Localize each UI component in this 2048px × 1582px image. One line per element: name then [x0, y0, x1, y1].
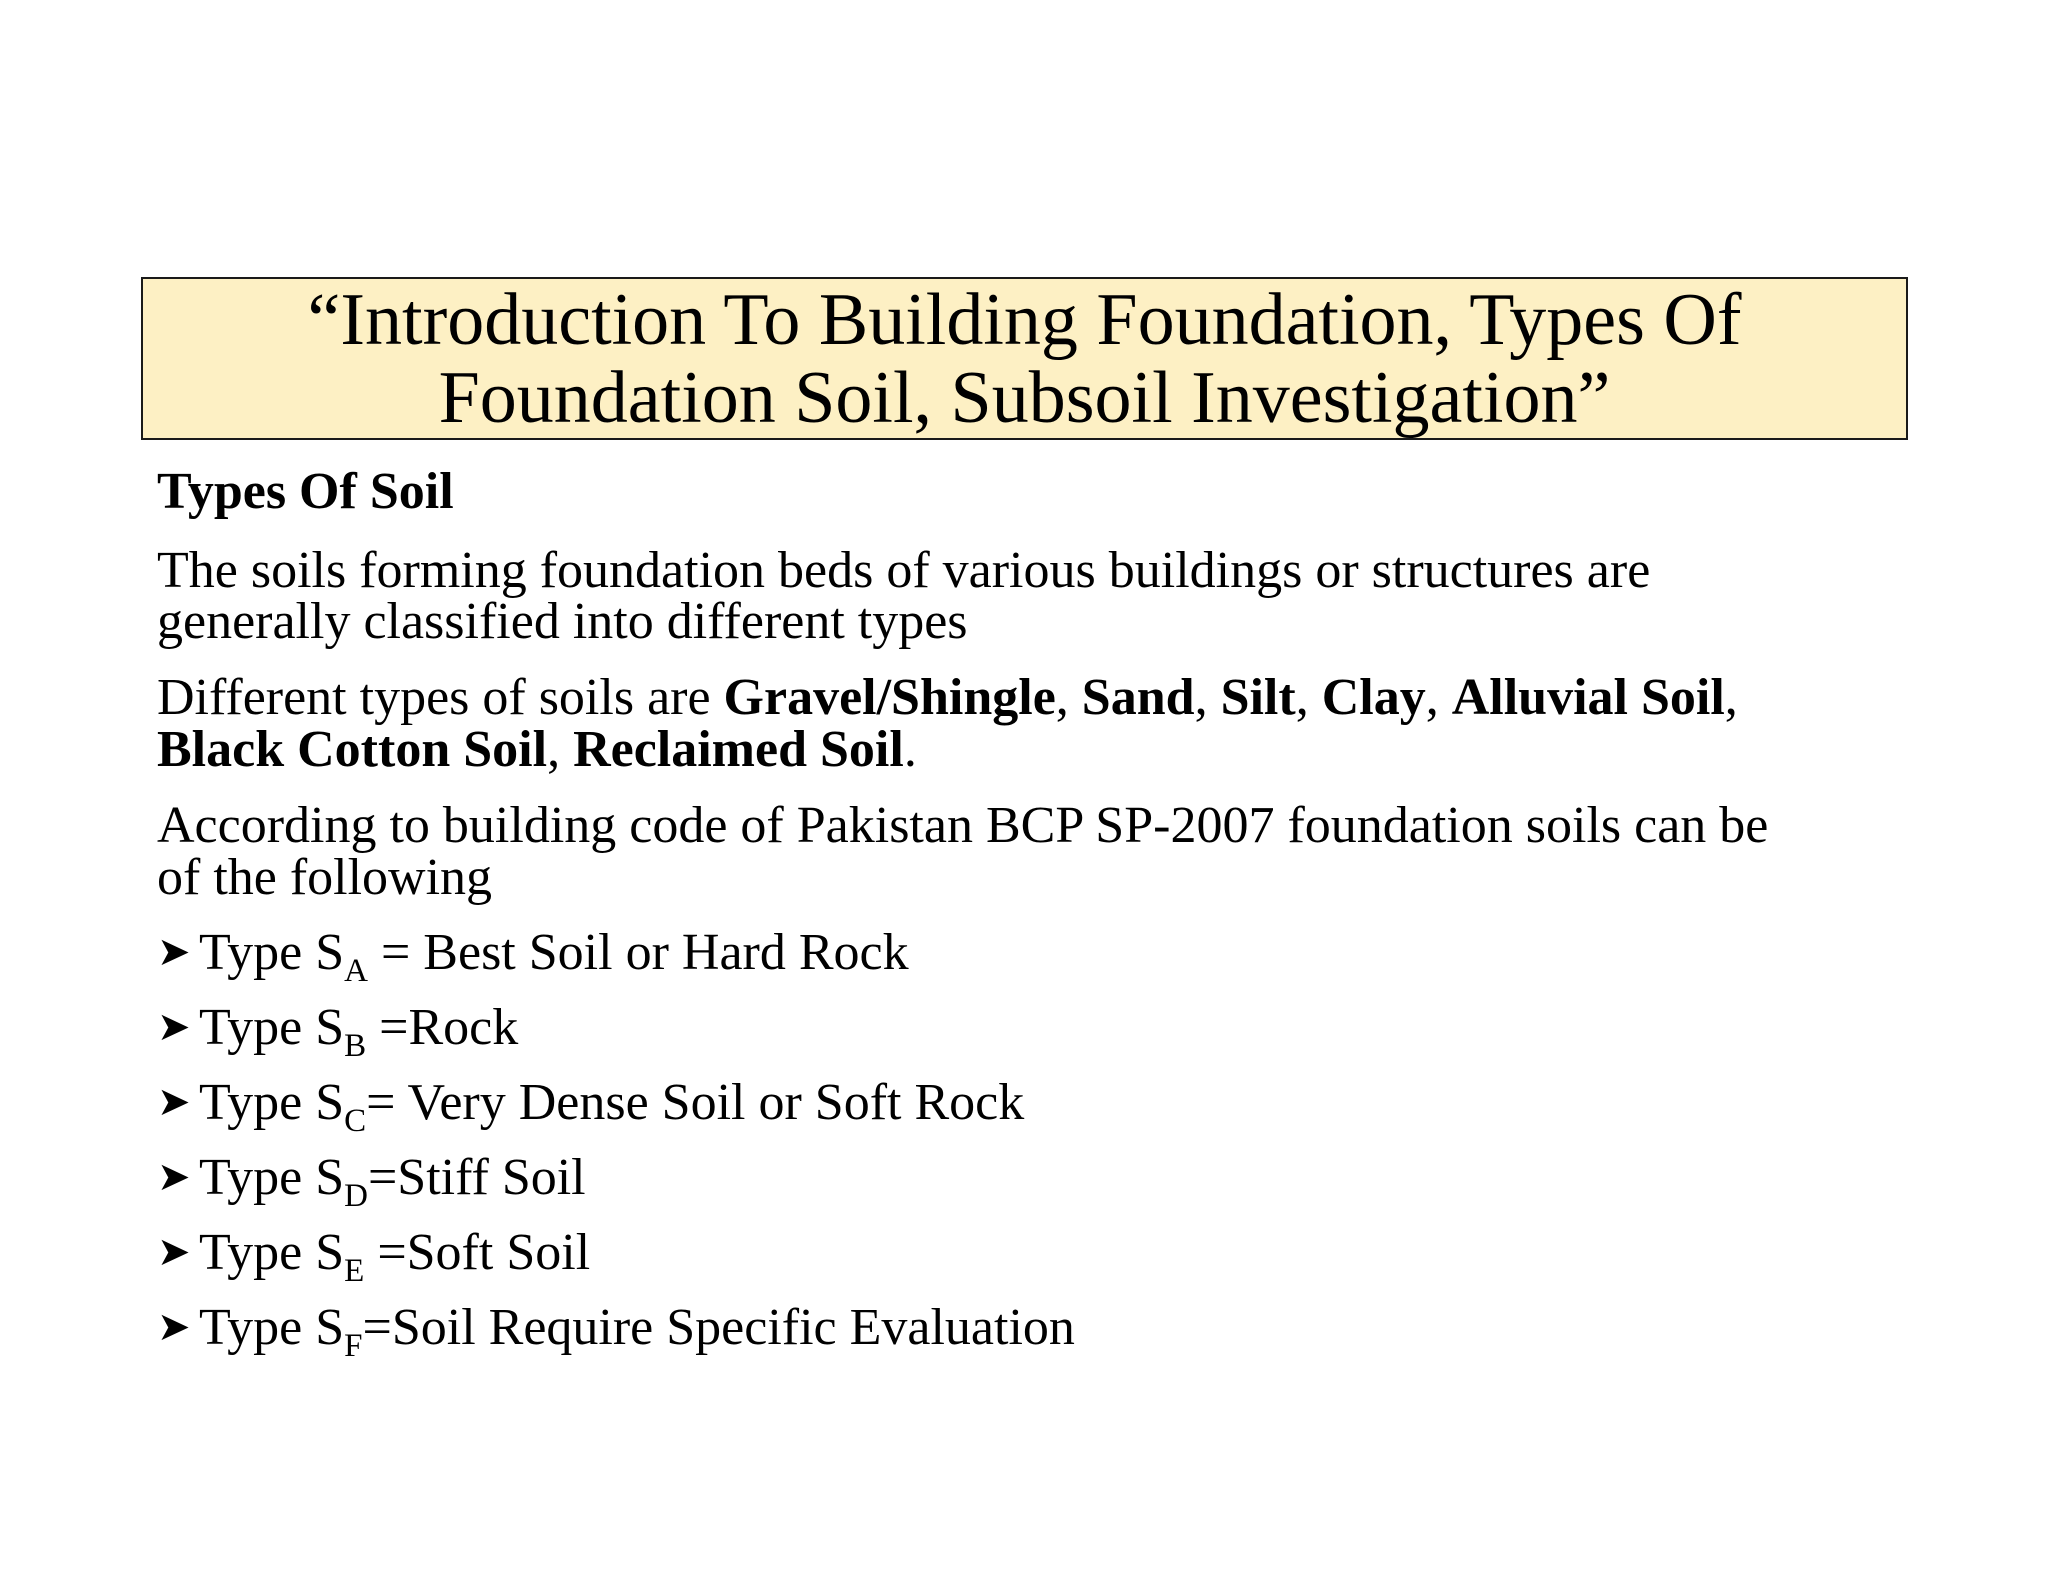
arrowhead-bullet-icon: ➤	[157, 1229, 191, 1275]
separator: ,	[1055, 669, 1082, 726]
separator: ,	[1724, 669, 1738, 726]
type-subscript: E	[344, 1253, 365, 1289]
soil-reclaimed: Reclaimed Soil	[573, 721, 904, 778]
separator: ,	[547, 721, 574, 778]
type-label: Type S	[199, 999, 345, 1056]
soil-type-item-e	[157, 1224, 591, 1289]
type-subscript: B	[344, 1028, 367, 1064]
slide-title-box	[141, 277, 1908, 440]
type-label: Type S	[199, 924, 345, 981]
arrowhead-bullet-icon: ➤	[157, 929, 191, 975]
type-description: =Rock	[366, 999, 519, 1056]
paragraph-soil-intro-line-1: The soils forming foundation beds of various buildings or structures are	[157, 542, 1651, 599]
soil-type-item-d	[157, 1149, 586, 1214]
separator: ,	[1425, 669, 1452, 726]
soil-clay: Clay	[1321, 669, 1426, 726]
type-subscript: A	[344, 953, 368, 989]
type-subscript: C	[344, 1103, 367, 1139]
arrowhead-bullet-icon: ➤	[157, 1004, 191, 1050]
paragraph-bcp-line-2: of the following	[157, 849, 493, 906]
soil-gravel: Gravel/Shingle	[723, 669, 1056, 726]
type-label: Type S	[199, 1224, 345, 1281]
type-description: =Stiff Soil	[367, 1149, 586, 1206]
soil-black-cotton: Black Cotton Soil	[157, 721, 548, 778]
soil-type-item-c	[157, 1074, 1025, 1139]
arrowhead-bullet-icon: ➤	[157, 1304, 191, 1350]
paragraph-soil-intro-line-2: generally classified into different types	[157, 593, 968, 650]
soil-type-item-b	[157, 999, 519, 1064]
soil-type-item-f	[157, 1299, 1075, 1364]
arrowhead-bullet-icon: ➤	[157, 1079, 191, 1125]
type-label: Type S	[199, 1074, 345, 1131]
paragraph-bcp-line-1: According to building code of Pakistan BCP SP-2007 foundation soils can be	[157, 797, 1769, 854]
type-description: =Soft Soil	[364, 1224, 591, 1281]
type-description: = Best Soil or Hard Rock	[367, 924, 909, 981]
type-subscript: F	[344, 1328, 363, 1364]
separator: ,	[1295, 669, 1322, 726]
type-label: Type S	[199, 1149, 345, 1206]
text-prefix: Different types of soils are	[157, 669, 724, 726]
soil-alluvial: Alluvial Soil	[1451, 669, 1725, 726]
section-heading: Types Of Soil	[157, 463, 454, 520]
separator: .	[903, 721, 917, 778]
soil-silt: Silt	[1220, 669, 1296, 726]
arrowhead-bullet-icon: ➤	[157, 1154, 191, 1200]
type-label: Type S	[199, 1299, 345, 1356]
paragraph-soil-types-line-2	[157, 721, 917, 778]
soil-type-item-a	[157, 924, 909, 989]
slide-title-line-1: “Introduction To Building Foundation, Types Of	[307, 278, 1742, 361]
type-description: =Soil Require Specific Evaluation	[362, 1299, 1075, 1356]
type-description: = Very Dense Soil or Soft Rock	[366, 1074, 1025, 1131]
separator: ,	[1194, 669, 1221, 726]
type-subscript: D	[344, 1178, 368, 1214]
slide-title-line-2: Foundation Soil, Subsoil Investigation”	[438, 356, 1611, 439]
soil-sand: Sand	[1081, 669, 1195, 726]
paragraph-soil-types-line-1	[157, 669, 1738, 726]
